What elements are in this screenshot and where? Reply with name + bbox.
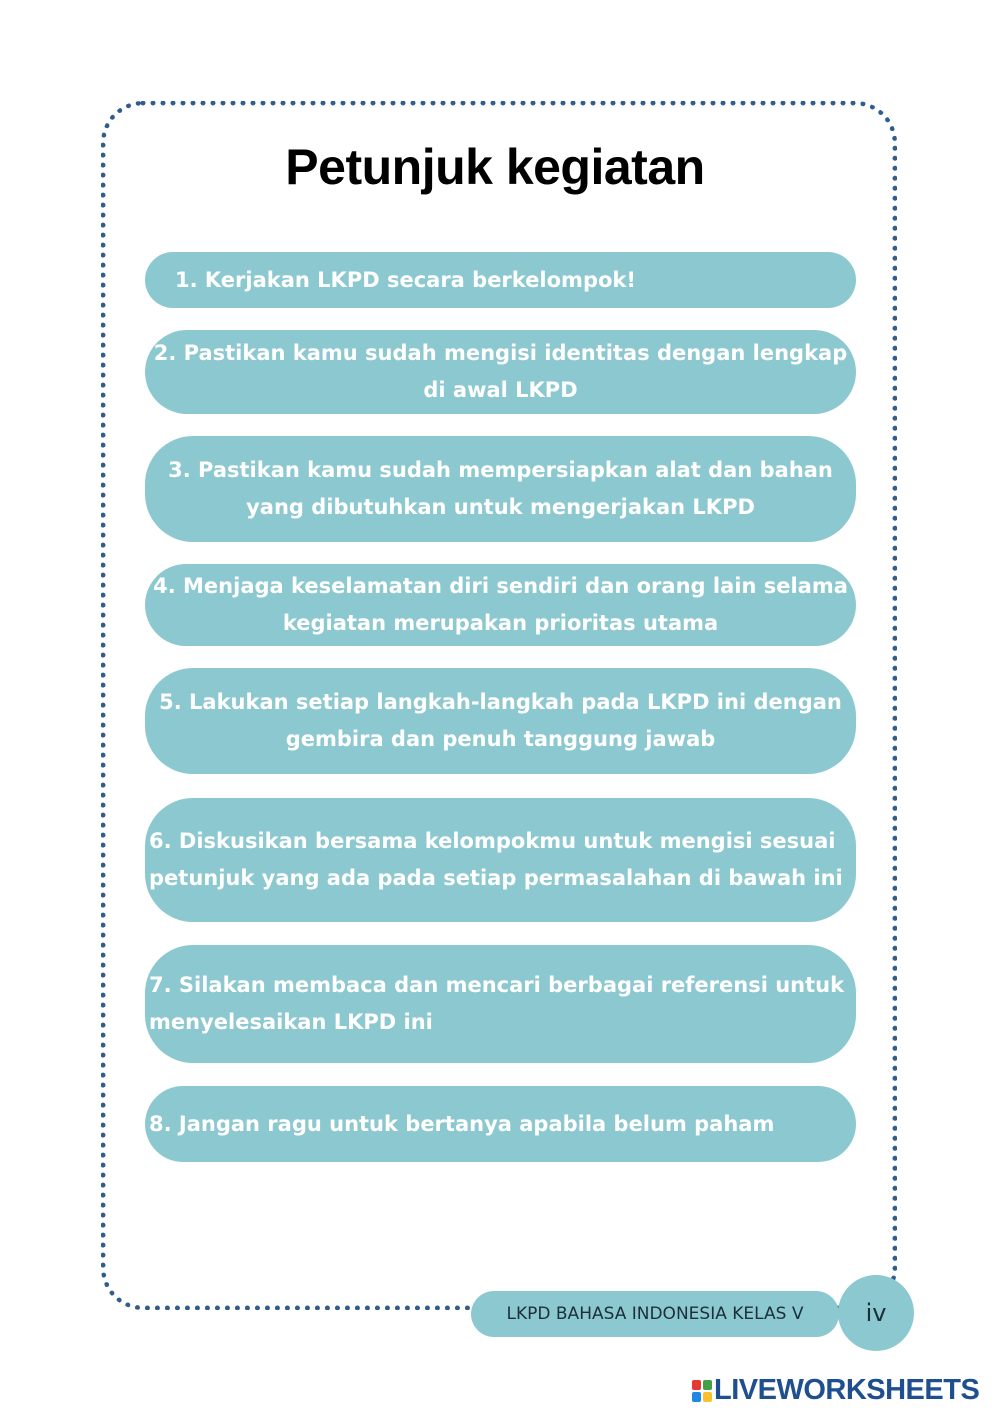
- logo-square: [692, 1392, 701, 1402]
- instruction-item-1: [145, 252, 856, 308]
- instruction-item-2: [145, 330, 856, 414]
- instruction-text: 6. Diskusikan bersama kelompokmu untuk mengisi sesuai petunjuk yang ada pada setiap permasalahan di bawah ini: [149, 829, 843, 890]
- instruction-item-4: [145, 564, 856, 646]
- page-number: iv: [838, 1275, 914, 1351]
- instruction-text: 2. Pastikan kamu sudah mengisi identitas dengan lengkap di awal LKPD: [153, 341, 848, 402]
- instruction-item-8: [145, 1086, 856, 1162]
- instruction-item-5: [145, 668, 856, 774]
- logo-square: [692, 1380, 701, 1390]
- instruction-text: 3. Pastikan kamu sudah mempersiapkan alat dan bahan yang dibutuhkan untuk mengerjakan LKPD: [168, 458, 833, 519]
- instruction-item-6: [145, 798, 856, 922]
- instruction-item-7: [145, 945, 856, 1063]
- instruction-text: 7. Silakan membaca dan mencari berbagai referensi untuk menyelesaikan LKPD ini: [149, 973, 845, 1034]
- instruction-text: 8. Jangan ragu untuk bertanya apabila belum paham: [149, 1111, 775, 1136]
- liveworksheets-brand[interactable]: [692, 1374, 979, 1407]
- liveworksheets-wordmark: LIVEWORKSHEETS: [714, 1374, 980, 1406]
- logo-square: [703, 1392, 712, 1402]
- logo-square: [703, 1380, 712, 1390]
- liveworksheets-logo-icon: [692, 1380, 712, 1402]
- footer-label: LKPD BAHASA INDONESIA KELAS V: [471, 1291, 839, 1337]
- instruction-text: 5. Lakukan setiap langkah-langkah pada LKPD ini dengan gembira dan penuh tanggung jawab: [159, 690, 842, 751]
- instruction-text: 1. Kerjakan LKPD secara berkelompok!: [175, 267, 636, 292]
- instruction-text: 4. Menjaga keselamatan diri sendiri dan orang lain selama kegiatan merupakan prioritas utama: [153, 574, 848, 635]
- instruction-item-3: [145, 436, 856, 542]
- page-title: Petunjuk kegiatan: [285, 139, 705, 195]
